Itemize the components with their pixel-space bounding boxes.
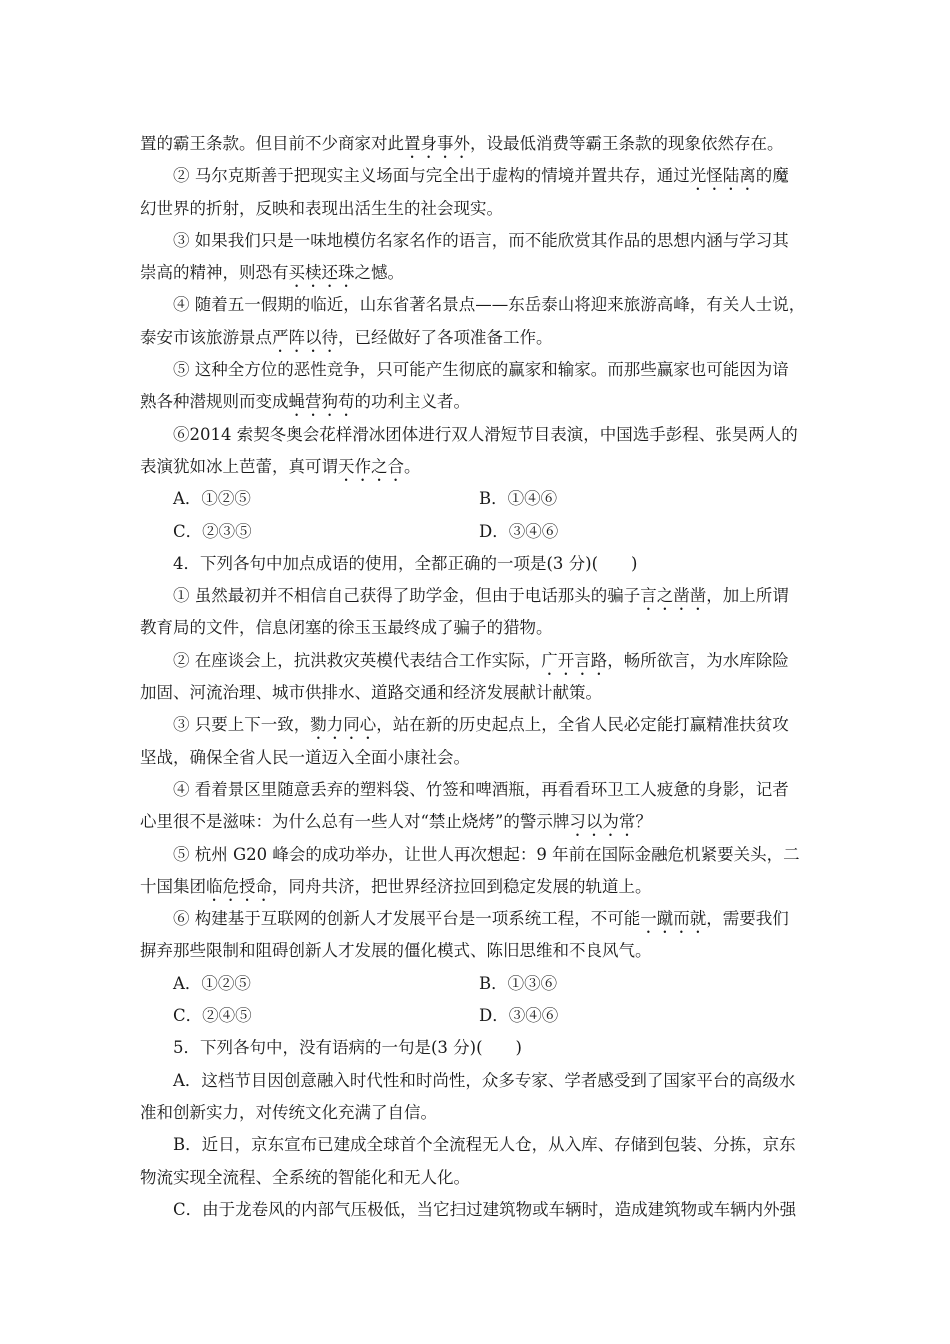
- q4-options-row-2: [140, 1000, 812, 1032]
- q4-item-5-line-1: ⑤ 杭州 G20 峰会的成功举办，让世人再次想起：9 年前在国际金融危机紧要关头，二: [173, 844, 800, 864]
- dotted-idiom: 临危授命: [206, 876, 272, 896]
- dotted-idiom: 光怪陆离: [689, 166, 756, 186]
- q3-item-4-line-2: 泰安市该旅游景点严阵以待，已经做好了各项准备工作。: [140, 327, 553, 347]
- q4-item-6-line-1: ⑥ 构建基于互联网的创新人才发展平台是一项系统工程，不可能一蹴而就，需要我们: [173, 909, 789, 929]
- q3-item-6-line-2: 表演犹如冰上芭蕾，真可谓天作之合。: [140, 456, 421, 476]
- dotted-idiom: 广开言路: [541, 650, 608, 670]
- q5-stem: 5．下列各句中，没有语病的一句是(3 分)( ): [173, 1038, 522, 1058]
- dotted-idiom: 一蹴而就: [640, 909, 707, 929]
- q4-item-6-line-2: 摒弃那些限制和阻碍创新人才发展的僵化模式、陈旧思维和不良风气。: [140, 941, 652, 961]
- dotted-idiom: 买椟还珠: [288, 263, 355, 283]
- q5-option-c-line-1[interactable]: C．由于龙卷风的内部气压极低，当它扫过建筑物或车辆时，造成建筑物或车辆内外强: [173, 1199, 797, 1219]
- q4-item-1-line-2: 教育局的文件，信息闭塞的徐玉玉最终成了骗子的猎物。: [140, 618, 553, 638]
- dotted-idiom: 习以为常: [569, 812, 636, 832]
- q4-option-b[interactable]: B．①③⑥: [479, 973, 558, 993]
- q5-option-b-line-2: 物流实现全流程、全系统的智能化和无人化。: [140, 1167, 470, 1187]
- q3-option-d[interactable]: D．③④⑥: [479, 521, 559, 541]
- q3-item-2-line-1: ② 马尔克斯善于把现实主义场面与完全出于虚构的情境并置共存，通过光怪陆离的魔: [173, 166, 789, 186]
- q3-item-3-line-1: ③ 如果我们只是一味地模仿名家名作的语言，而不能欣赏其作品的思想内涵与学习其: [173, 230, 789, 250]
- q3-item-3-line-2: 崇高的精神，则恐有买椟还珠之憾。: [140, 263, 404, 283]
- q3-item-4-line-1: ④ 随着五一假期的临近，山东省著名景点——东岳泰山将迎来旅游高峰，有关人士说，: [173, 295, 806, 315]
- dotted-idiom: 蝇营狗苟: [288, 392, 355, 412]
- q4-option-c[interactable]: C．②④⑤: [173, 1006, 252, 1026]
- q4-item-2-line-2: 加固、河流治理、城市供排水、道路交通和经济发展献计献策。: [140, 683, 602, 703]
- q5-option-a-line-2: 准和创新实力，对传统文化充满了自信。: [140, 1102, 437, 1122]
- q4-item-3-line-1: ③ 只要上下一致，勠力同心，站在新的历史起点上，全省人民必定能打赢精准扶贫攻: [173, 715, 789, 735]
- dotted-idiom: 严阵以待: [272, 327, 338, 347]
- q3-option-a[interactable]: A．①②⑤: [173, 489, 251, 509]
- dotted-idiom: 天作之合: [338, 456, 404, 476]
- q3-option-b[interactable]: B．①④⑥: [479, 489, 558, 509]
- dotted-idiom: 置身事外: [404, 134, 470, 153]
- q4-options-row-1: [140, 968, 812, 1000]
- q4-item-4-line-2: 心里很不是滋味：为什么总有一些人对“禁止烧烤”的警示牌习以为常？: [140, 812, 652, 832]
- dotted-idiom: 勠力同心: [310, 715, 377, 735]
- q3-option-c[interactable]: C．②③⑤: [173, 521, 252, 541]
- q3-item-5-line-2: 熟各种潜规则而变成蝇营狗苟的功利主义者。: [140, 392, 470, 412]
- q3-options-row-1: [140, 483, 812, 515]
- q3-item-2-line-2: 幻世界的折射，反映和表现出活生生的社会现实。: [140, 198, 503, 218]
- q4-item-4-line-1: ④ 看着景区里随意丢弃的塑料袋、竹签和啤酒瓶，再看看环卫工人疲惫的身影，记者: [173, 779, 789, 799]
- q3-item-5-line-1: ⑤ 这种全方位的恶性竞争，只可能产生彻底的赢家和输家。而那些赢家也可能因为谙: [173, 360, 789, 380]
- q4-item-2-line-1: ② 在座谈会上，抗洪救灾英模代表结合工作实际，广开言路，畅所欲言，为水库除险: [173, 650, 789, 670]
- q4-option-a[interactable]: A．①②⑤: [173, 973, 251, 993]
- q5-option-a-line-1[interactable]: A．这档节目因创意融入时代性和时尚性，众多专家、学者感受到了国家平台的高级水: [173, 1070, 796, 1090]
- q4-option-d[interactable]: D．③④⑥: [479, 1006, 559, 1026]
- q3-continuation-line: 置的霸王条款。但目前不少商家对此置身事外，设最低消费等霸王条款的现象依然存在。: [140, 134, 784, 153]
- document-page: [140, 128, 812, 1226]
- q3-options-row-2: [140, 516, 812, 548]
- dotted-idiom: 言之凿凿: [640, 586, 707, 606]
- q4-item-5-line-2: 十国集团临危授命，同舟共济，把世界经济拉回到稳定发展的轨道上。: [140, 876, 652, 896]
- q4-item-3-line-2: 坚战，确保全省人民一道迈入全面小康社会。: [140, 747, 470, 767]
- q4-stem: 4．下列各句中加点成语的使用，全都正确的一项是(3 分)( ): [173, 553, 638, 573]
- q5-option-b-line-1[interactable]: B．近日，京东宣布已建成全球首个全流程无人仓，从入库、存储到包装、分拣，京东: [173, 1135, 796, 1155]
- q3-item-6-line-1: ⑥2014 索契冬奥会花样滑冰团体进行双人滑短节目表演，中国选手彭程、张昊两人的: [173, 424, 798, 444]
- q4-item-1-line-1: ① 虽然最初并不相信自己获得了助学金，但由于电话那头的骗子言之凿凿，加上所谓: [173, 586, 789, 606]
